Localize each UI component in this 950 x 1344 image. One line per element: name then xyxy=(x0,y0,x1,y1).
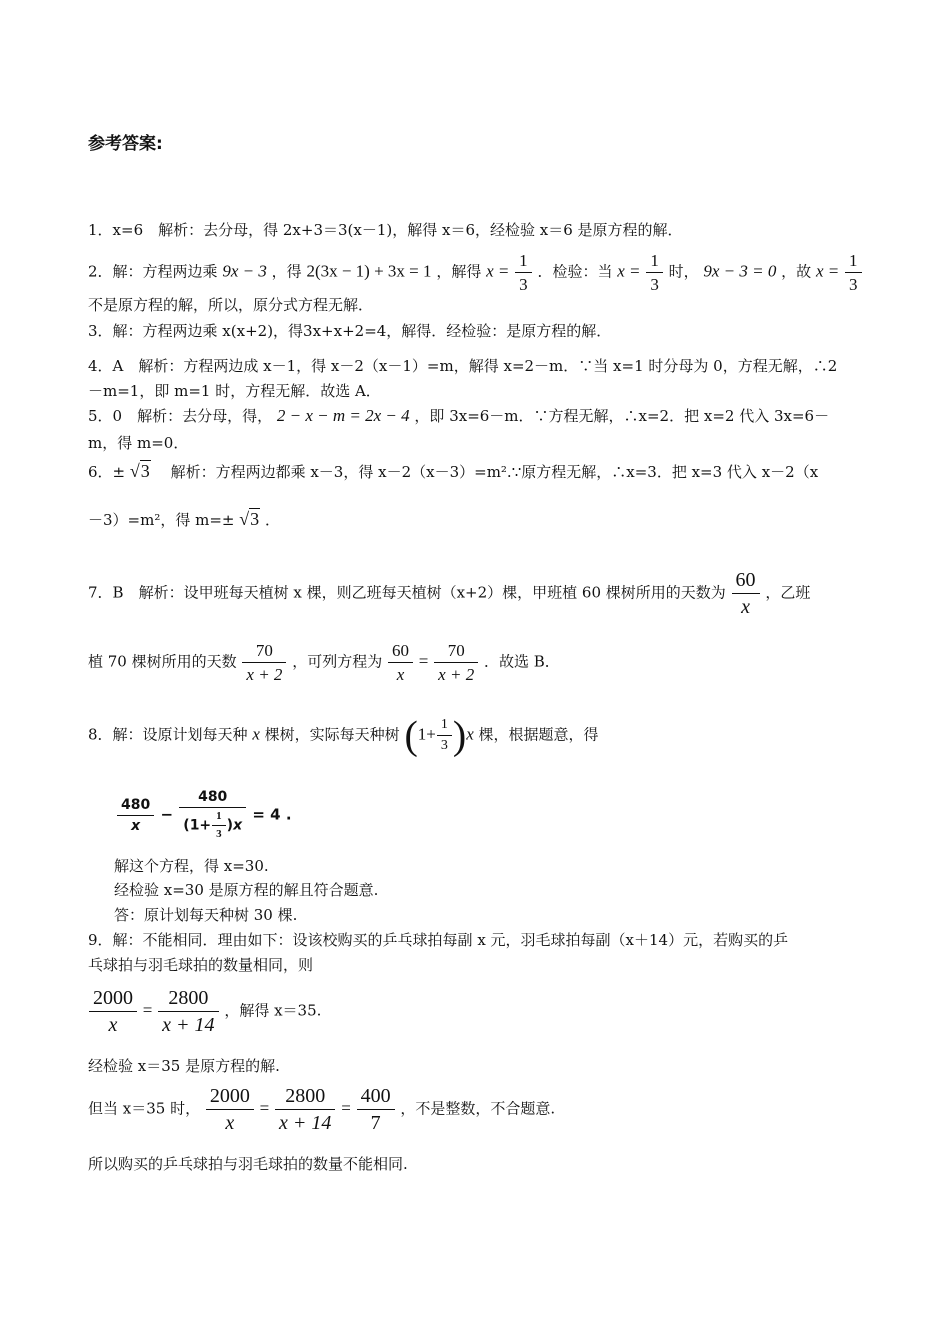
radicand: 3 xyxy=(250,509,260,529)
text: ．故选 B． xyxy=(483,652,560,671)
answer-6-line-2 xyxy=(88,509,280,530)
answer-5-line-1 xyxy=(88,406,829,426)
text: ，得 xyxy=(271,262,302,281)
denominator: x + 14 xyxy=(275,1109,335,1133)
answer-4-line-1: 4．A 解析：方程两边成 x－1，得 x－2（x－1）=m，解得 x=2－m．∵当 x=1 时分母为 0，方程无解，∴2 xyxy=(88,357,838,375)
numerator: 1 xyxy=(650,251,659,270)
math-var: x xyxy=(252,724,260,744)
math-expr: 2(3x − 1) + 3x = 1 xyxy=(306,261,432,281)
denominator: 7 xyxy=(357,1109,395,1133)
math-expr: 1+ xyxy=(189,817,212,834)
text: ，解得 x＝35. xyxy=(224,1001,322,1020)
answer-9-verify xyxy=(88,1086,555,1133)
math-expr: 1+ xyxy=(417,724,436,744)
answer-7-line-2 xyxy=(88,642,560,683)
denominator: (1+ $\frac{1}{3}$ )x xyxy=(179,807,246,840)
numerator: 70 xyxy=(255,641,273,660)
text: 5．0 解析：去分母，得， xyxy=(88,407,273,425)
denominator: x xyxy=(732,593,760,617)
numerator: 2000 xyxy=(93,987,133,1009)
numerator: 2800 xyxy=(285,1085,326,1107)
answer-9-equation xyxy=(88,988,321,1035)
left-paren: ( xyxy=(404,712,418,758)
fraction xyxy=(847,252,860,293)
denominator: x + 14 xyxy=(158,1011,218,1035)
equals-sign: = xyxy=(259,1098,270,1118)
numerator: 60 xyxy=(735,569,756,591)
answer-9-line-2: 乓球拍与羽毛球拍的数量相同，则 xyxy=(88,956,314,974)
math-expr: 2 − x − m = 2x − 4 xyxy=(276,406,410,425)
numerator: 70 xyxy=(447,641,465,660)
denominator: 3 xyxy=(437,735,452,753)
text: ，可列方程为 xyxy=(292,652,383,671)
page-title: 参考答案: xyxy=(88,134,163,154)
answer-3: 3．解：方程两边乘 x(x+2)，得3x+x+2=4，解得．经检验：是原方程的解． xyxy=(88,322,612,340)
denominator: 3 xyxy=(515,272,532,293)
text: ． xyxy=(264,511,280,529)
text: 植 70 棵树所用的天数 xyxy=(88,652,237,671)
numerator: 1 xyxy=(849,251,858,270)
fraction xyxy=(91,988,135,1035)
text: 7．B 解析：设甲班每天植树 x 棵，则乙班每天植树（x+2）棵，甲班植 60 棵树所用的天数为 xyxy=(88,583,726,602)
fraction xyxy=(439,718,450,753)
answer-5-line-2: m，得 m=0． xyxy=(88,434,189,452)
fraction xyxy=(277,1086,333,1133)
fraction xyxy=(119,798,152,833)
answer-9-check: 经检验 x＝35 是原方程的解. xyxy=(88,1057,280,1075)
equals-sign: = xyxy=(142,1000,153,1020)
denominator: 3 xyxy=(845,272,862,293)
denominator: x xyxy=(388,662,413,683)
equals-sign: = xyxy=(418,651,429,671)
fraction xyxy=(208,1086,252,1133)
numerator: 1 xyxy=(216,810,222,822)
text: 2．解：方程两边乘 xyxy=(88,262,218,281)
answer-9-conclusion: 所以购买的乒乓球拍与羽毛球拍的数量不能相同. xyxy=(88,1155,408,1173)
answer-8-solve: 解这个方程，得 x=30. xyxy=(114,857,269,875)
math-var: x xyxy=(466,724,474,744)
denominator: x xyxy=(117,815,154,833)
text: 时， xyxy=(668,262,699,281)
numerator: 1 xyxy=(519,251,528,270)
text: ，乙班 xyxy=(765,583,811,602)
answer-1: 1．x=6 解析：去分母，得 2x+3＝3(x－1)，解得 x＝6，经检验 x＝6 是原方程的解． xyxy=(88,221,683,239)
denominator: x + 2 xyxy=(434,662,478,683)
equals-sign: = xyxy=(341,1098,351,1118)
right-paren: ) xyxy=(452,712,467,758)
fraction xyxy=(734,570,758,617)
minus-sign: − xyxy=(160,805,174,824)
answer-8-line-1 xyxy=(88,712,599,758)
numerator: 480 xyxy=(198,789,228,805)
fraction xyxy=(648,252,661,293)
numerator: 2000 xyxy=(209,1085,250,1107)
sqrt: √3 xyxy=(129,461,150,481)
fraction xyxy=(244,642,284,683)
numerator: 2800 xyxy=(168,987,209,1009)
denominator: x + 2 xyxy=(242,662,286,683)
math-expr: 9x − 3 xyxy=(222,261,267,281)
answer-8-check: 经检验 x=30 是原方程的解且符合题意. xyxy=(114,881,379,899)
fraction xyxy=(160,988,216,1035)
fraction xyxy=(390,642,411,683)
numerator: 400 xyxy=(360,1085,391,1107)
math-expr: 9x − 3 = 0 xyxy=(703,261,777,281)
math-var: x xyxy=(233,817,243,834)
answer-6-line-1 xyxy=(88,461,818,482)
answer-9-line-1: 9．解：不能相同．理由如下：设该校购买的乒乓球拍每副 x 元，羽毛球拍每副（x＋14）元，若购买的乒 xyxy=(88,931,789,949)
numerator: 480 xyxy=(121,796,151,813)
text: 棵，根据题意，得 xyxy=(478,725,599,744)
text: 8．解：设原计划每天种 xyxy=(88,725,248,744)
math-expr: x = xyxy=(486,261,510,281)
answer-2-line-2: 不是原方程的解，所以，原分式方程无解． xyxy=(88,296,374,314)
math-expr: x = xyxy=(815,261,840,281)
text: 解析：方程两边都乘 x－3，得 x－2（x－3）=m².∵原方程无解，∴x=3．把 x=3 代入 x－2（x xyxy=(155,463,819,481)
answer-4-line-2: －m=1，即 m=1 时，方程无解．故选 A． xyxy=(88,382,381,400)
answer-8-conclusion: 答：原计划每天种树 30 棵. xyxy=(114,906,298,924)
numerator: 1 xyxy=(440,717,448,732)
fraction xyxy=(517,252,530,293)
fraction xyxy=(436,642,476,683)
text: ，不是整数，不合题意. xyxy=(400,1099,556,1118)
text: 但当 x＝35 时， xyxy=(88,1099,201,1118)
text: . xyxy=(285,805,292,824)
answer-2-line-1 xyxy=(88,252,863,293)
radicand: 3 xyxy=(140,461,150,481)
fraction xyxy=(181,790,244,840)
equation-block xyxy=(116,790,292,840)
text: 6．± xyxy=(88,463,126,481)
math-expr: = 4 xyxy=(252,805,281,824)
answer-7-line-1 xyxy=(88,570,810,617)
denominator: 3 xyxy=(212,825,226,840)
denominator: 3 xyxy=(646,272,663,293)
text: 棵树，实际每天种树 xyxy=(264,725,400,744)
text: ，故 xyxy=(781,262,812,281)
text: ，解得 xyxy=(436,262,482,281)
text: ，即 3x=6－m．∵方程无解，∴x=2．把 x=2 代入 3x=6－ xyxy=(414,407,830,425)
fraction xyxy=(214,811,224,840)
fraction xyxy=(359,1086,393,1133)
text: －3）=m²，得 m=± xyxy=(88,511,235,529)
denominator: x xyxy=(89,1011,137,1035)
denominator: x xyxy=(206,1109,254,1133)
sqrt: √3 xyxy=(239,509,260,529)
math-expr: x = xyxy=(617,261,641,281)
text: ．检验：当 xyxy=(537,262,613,281)
numerator: 60 xyxy=(392,641,410,660)
